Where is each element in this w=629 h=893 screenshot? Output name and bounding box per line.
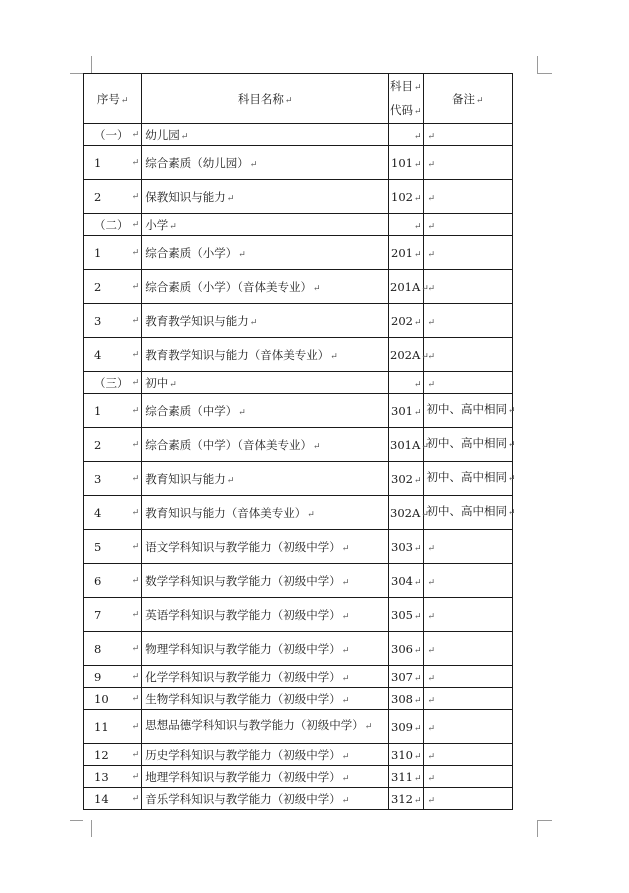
cell-remark: ↵ — [423, 744, 512, 766]
cell-remark: ↵ — [423, 598, 512, 632]
cell-seq: 3 ↵ — [84, 462, 142, 496]
cell-name: 幼儿园↵ — [142, 124, 389, 146]
table-row — [84, 146, 513, 180]
cell-seq: 12 ↵ — [84, 744, 142, 766]
table-row — [84, 666, 513, 688]
header-seq: 序号↵ — [84, 74, 142, 124]
cell-remark: 初中、高中相同↵ — [423, 462, 512, 496]
cell-name: 地理学科知识与教学能力（初级中学）↵ — [142, 766, 389, 788]
subjects-table — [83, 73, 516, 810]
cell-name: 综合素质（幼儿园）↵ — [142, 146, 389, 180]
table-row — [84, 710, 513, 744]
cell-remark: ↵ — [423, 304, 512, 338]
cell-seq: 1 ↵ — [84, 236, 142, 270]
cell-name: 化学学科知识与教学能力（初级中学）↵ — [142, 666, 389, 688]
crop-mark-bottom-right-v — [537, 820, 538, 837]
cell-code: ↵ — [389, 214, 423, 236]
cell-name: 教育教学知识与能力↵ — [142, 304, 389, 338]
cell-code: 308↵ — [389, 688, 423, 710]
cell-name: 思想品德学科知识与教学能力（初级中学）↵ — [142, 710, 389, 744]
cell-seq: （二） ↵ — [84, 214, 142, 236]
section-row — [84, 214, 513, 236]
cell-remark: ↵ — [423, 180, 512, 214]
cell-code: 309↵ — [389, 710, 423, 744]
cell-seq: 13 ↵ — [84, 766, 142, 788]
cell-code: 301A↵ — [389, 428, 423, 462]
table-row — [84, 236, 513, 270]
cell-name: 综合素质（中学）↵ — [142, 394, 389, 428]
cell-seq: 1 ↵ — [84, 146, 142, 180]
section-row — [84, 372, 513, 394]
cell-name: 教育知识与能力（音体美专业）↵ — [142, 496, 389, 530]
table-header-row — [84, 74, 513, 124]
table-row — [84, 338, 513, 372]
cell-seq: 10 ↵ — [84, 688, 142, 710]
cell-code: 202A↵ — [389, 338, 423, 372]
table-row — [84, 496, 513, 530]
cell-name: 初中↵ — [142, 372, 389, 394]
cell-seq: 2 ↵ — [84, 180, 142, 214]
cell-remark: ↵ — [423, 688, 512, 710]
cell-seq: 4 ↵ — [84, 338, 142, 372]
cell-remark: ↵ — [423, 270, 512, 304]
cell-name: 语文学科知识与教学能力（初级中学）↵ — [142, 530, 389, 564]
cell-code: 302↵ — [389, 462, 423, 496]
table-row — [84, 180, 513, 214]
cell-seq: 14 ↵ — [84, 788, 142, 810]
header-name: 科目名称↵ — [142, 74, 389, 124]
table-row — [84, 394, 513, 428]
table-row — [84, 744, 513, 766]
cell-seq: 9 ↵ — [84, 666, 142, 688]
cell-code: 303↵ — [389, 530, 423, 564]
cell-name: 小学↵ — [142, 214, 389, 236]
cell-remark: ↵ — [423, 788, 512, 810]
cell-code: 102↵ — [389, 180, 423, 214]
cell-remark: ↵ — [423, 530, 512, 564]
crop-mark-top-left-h — [70, 73, 83, 74]
cell-remark: ↵ — [423, 214, 512, 236]
table-row — [84, 564, 513, 598]
cell-code: 311↵ — [389, 766, 423, 788]
cell-code: 201A↵ — [389, 270, 423, 304]
cell-code: 101↵ — [389, 146, 423, 180]
cell-code: 304↵ — [389, 564, 423, 598]
cell-remark: 初中、高中相同↵ — [423, 496, 512, 530]
table-row — [84, 688, 513, 710]
cell-remark: ↵ — [423, 236, 512, 270]
cell-remark: ↵ — [423, 146, 512, 180]
cell-seq: 7 ↵ — [84, 598, 142, 632]
cell-remark: ↵ — [423, 124, 512, 146]
table-row — [84, 788, 513, 810]
subjects-table-body — [84, 74, 516, 810]
table-row — [84, 598, 513, 632]
cell-name: 综合素质（小学）↵ — [142, 236, 389, 270]
cell-seq: 2 ↵ — [84, 428, 142, 462]
cell-code: ↵ — [389, 124, 423, 146]
table-row — [84, 462, 513, 496]
cell-code: 301↵ — [389, 394, 423, 428]
table-row — [84, 270, 513, 304]
cell-name: 英语学科知识与教学能力（初级中学）↵ — [142, 598, 389, 632]
table-row — [84, 530, 513, 564]
cell-seq: 11 ↵ — [84, 710, 142, 744]
cell-seq: 2 ↵ — [84, 270, 142, 304]
cell-remark: ↵ — [423, 666, 512, 688]
cell-remark: ↵ — [423, 766, 512, 788]
cell-code: ↵ — [389, 372, 423, 394]
cell-name: 教育教学知识与能力（音体美专业）↵ — [142, 338, 389, 372]
cell-name: 综合素质（小学）（音体美专业）↵ — [142, 270, 389, 304]
cell-seq: 5 ↵ — [84, 530, 142, 564]
cell-seq: 3 ↵ — [84, 304, 142, 338]
section-row — [84, 124, 513, 146]
cell-name: 生物学科知识与教学能力（初级中学）↵ — [142, 688, 389, 710]
table-row — [84, 428, 513, 462]
table-row — [84, 632, 513, 666]
cell-name: 历史学科知识与教学能力（初级中学）↵ — [142, 744, 389, 766]
cell-seq: 6 ↵ — [84, 564, 142, 598]
cell-code: 201↵ — [389, 236, 423, 270]
cell-name: 物理学科知识与教学能力（初级中学）↵ — [142, 632, 389, 666]
cell-seq: （一） ↵ — [84, 124, 142, 146]
header-remark: 备注↵ — [423, 74, 512, 124]
header-code: 科目↵ 代码↵ — [389, 74, 423, 124]
cell-seq: （三） ↵ — [84, 372, 142, 394]
cell-code: 312↵ — [389, 788, 423, 810]
table-row — [84, 766, 513, 788]
cell-remark: ↵ — [423, 632, 512, 666]
cell-name: 数学学科知识与教学能力（初级中学）↵ — [142, 564, 389, 598]
cell-remark: 初中、高中相同↵ — [423, 394, 512, 428]
cell-remark: ↵ — [423, 564, 512, 598]
cell-remark: ↵ — [423, 710, 512, 744]
cell-name: 教育知识与能力↵ — [142, 462, 389, 496]
cell-name: 综合素质（中学）（音体美专业）↵ — [142, 428, 389, 462]
crop-mark-top-right-h — [537, 73, 552, 74]
cell-remark: 初中、高中相同↵ — [423, 428, 512, 462]
cell-seq: 1 ↵ — [84, 394, 142, 428]
cell-code: 307↵ — [389, 666, 423, 688]
table-row — [84, 304, 513, 338]
crop-mark-top-right-v — [537, 56, 538, 73]
cell-code: 202↵ — [389, 304, 423, 338]
crop-mark-bottom-right-h — [537, 820, 552, 821]
cell-seq: 8 ↵ — [84, 632, 142, 666]
cell-code: 305↵ — [389, 598, 423, 632]
crop-mark-top-left-v — [91, 56, 92, 73]
cell-name: 音乐学科知识与教学能力（初级中学）↵ — [142, 788, 389, 810]
cell-remark: ↵ — [423, 338, 512, 372]
cell-code: 302A↵ — [389, 496, 423, 530]
cell-code: 306↵ — [389, 632, 423, 666]
crop-mark-bottom-left-h — [70, 820, 83, 821]
cell-seq: 4 ↵ — [84, 496, 142, 530]
cell-code: 310↵ — [389, 744, 423, 766]
crop-mark-bottom-left-v — [91, 820, 92, 837]
cell-remark: ↵ — [423, 372, 512, 394]
cell-name: 保教知识与能力↵ — [142, 180, 389, 214]
